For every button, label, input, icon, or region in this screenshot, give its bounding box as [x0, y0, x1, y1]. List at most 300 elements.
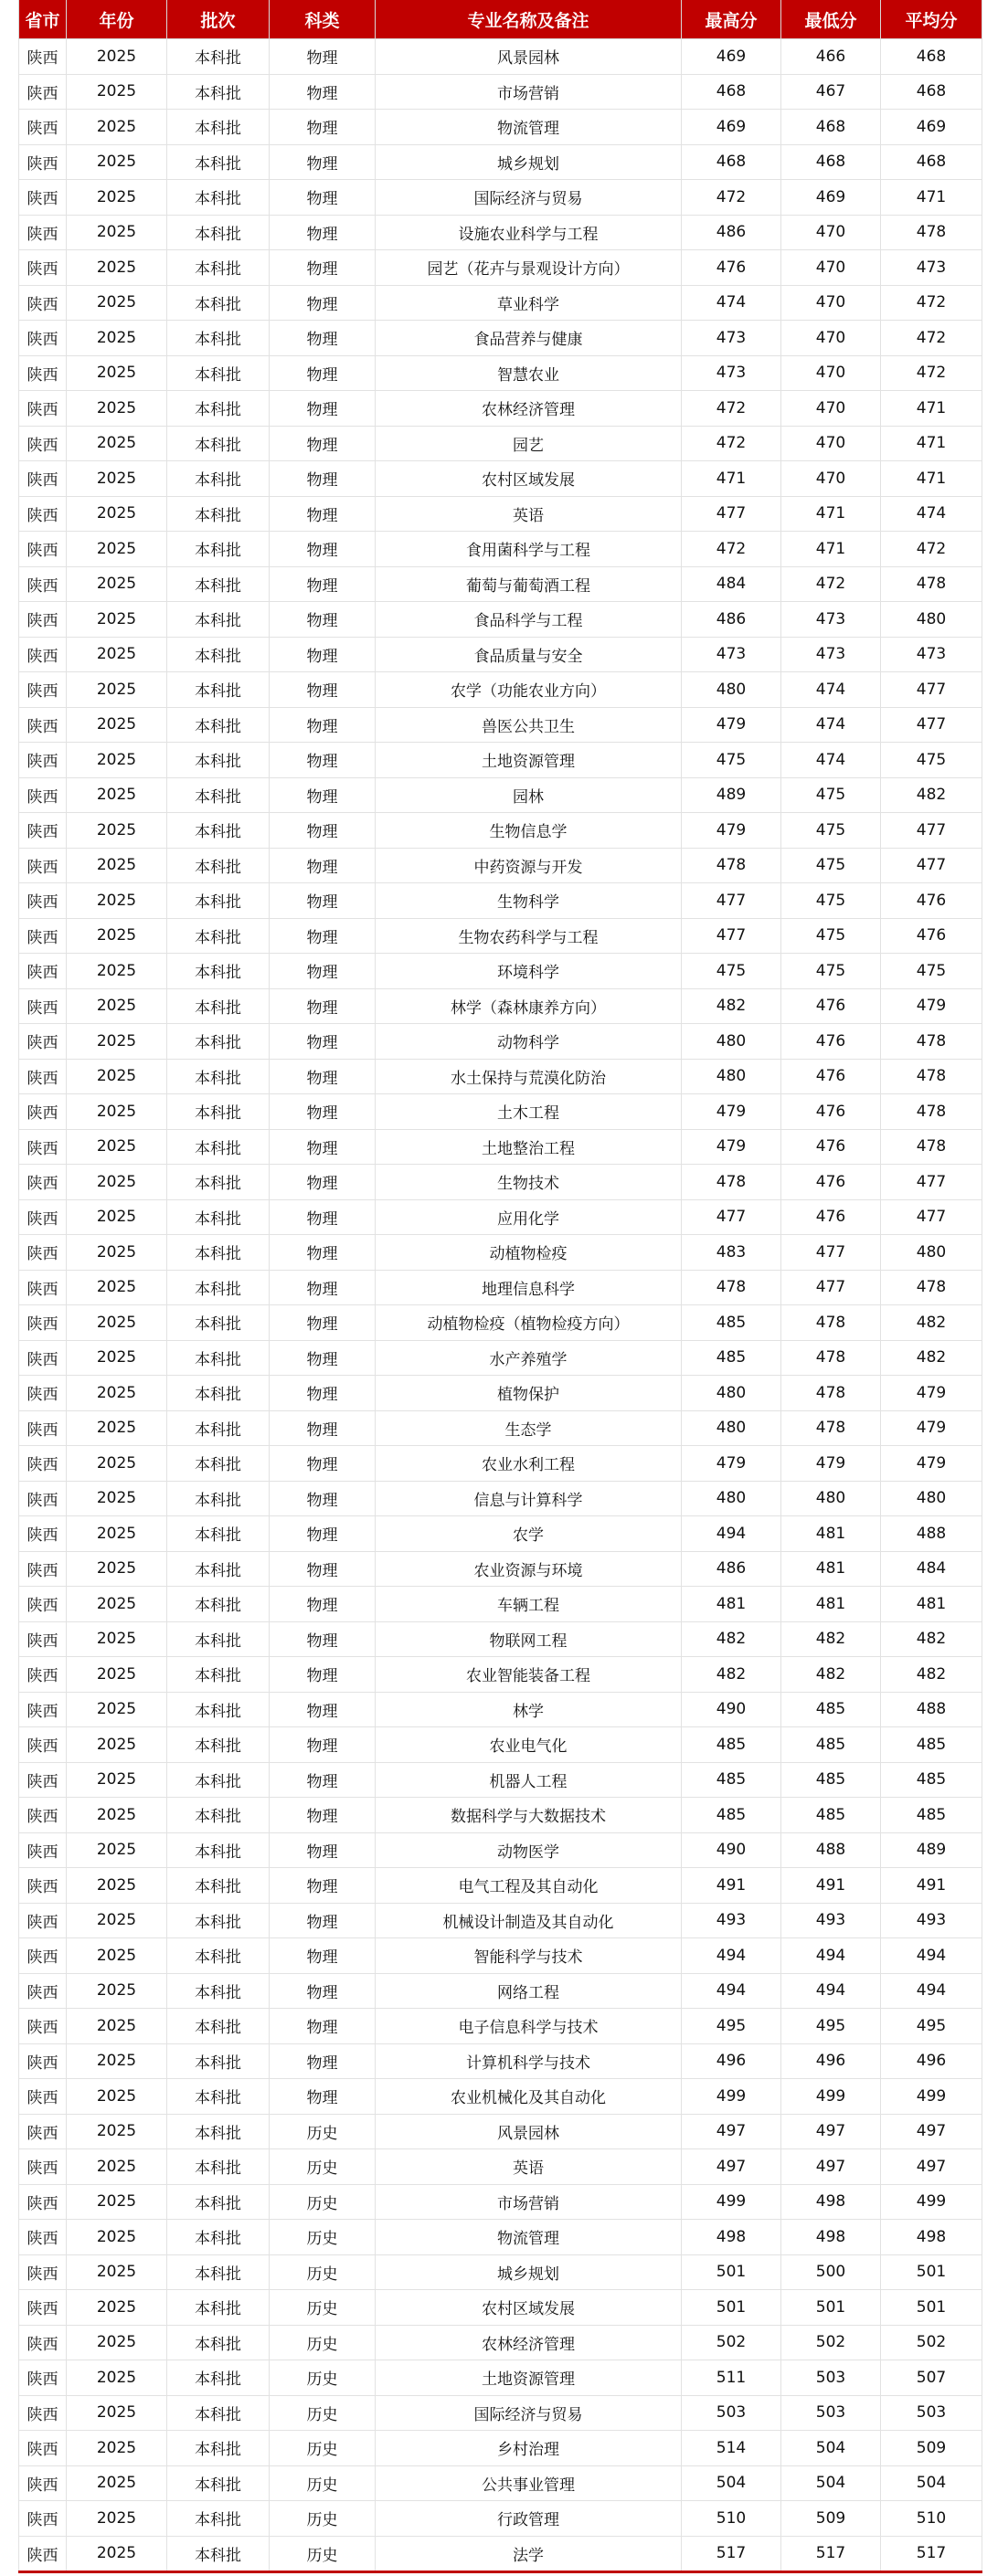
cell-avg-score: 472 — [881, 321, 982, 356]
table-row — [19, 74, 982, 110]
cell-year: 2025 — [67, 2220, 167, 2255]
cell-avg-score: 509 — [881, 2431, 982, 2466]
cell-min-score: 494 — [781, 1973, 881, 2009]
cell-min-score: 478 — [781, 1340, 881, 1376]
cell-subject: 物理 — [270, 988, 376, 1024]
cell-subject: 历史 — [270, 2536, 376, 2572]
cell-max-score: 478 — [682, 848, 781, 883]
cell-year: 2025 — [67, 355, 167, 391]
cell-batch: 本科批 — [167, 1798, 270, 1833]
cell-province: 陕西 — [19, 777, 67, 813]
cell-year: 2025 — [67, 2009, 167, 2044]
table-row — [19, 1551, 982, 1587]
cell-avg-score: 496 — [881, 2043, 982, 2079]
cell-avg-score: 480 — [881, 1481, 982, 1516]
cell-min-score: 503 — [781, 2360, 881, 2396]
table-row — [19, 144, 982, 180]
cell-province: 陕西 — [19, 1762, 67, 1798]
cell-province: 陕西 — [19, 672, 67, 708]
cell-max-score: 504 — [682, 2465, 781, 2501]
cell-min-score: 480 — [781, 1481, 881, 1516]
cell-subject: 历史 — [270, 2184, 376, 2220]
cell-major: 动物医学 — [376, 1832, 682, 1868]
cell-major: 物流管理 — [376, 2220, 682, 2255]
table-row — [19, 1762, 982, 1798]
cell-subject: 物理 — [270, 285, 376, 321]
cell-avg-score: 510 — [881, 2501, 982, 2537]
cell-year: 2025 — [67, 1587, 167, 1622]
cell-province: 陕西 — [19, 1129, 67, 1165]
cell-min-score: 478 — [781, 1376, 881, 1411]
cell-subject: 物理 — [270, 1059, 376, 1094]
cell-subject: 物理 — [270, 1551, 376, 1587]
cell-province: 陕西 — [19, 1059, 67, 1094]
cell-avg-score: 478 — [881, 1270, 982, 1305]
cell-batch: 本科批 — [167, 954, 270, 989]
cell-min-score: 470 — [781, 355, 881, 391]
cell-max-score: 517 — [682, 2536, 781, 2572]
cell-province: 陕西 — [19, 566, 67, 602]
cell-year: 2025 — [67, 2114, 167, 2149]
cell-major: 农学 — [376, 1516, 682, 1552]
table-row — [19, 1165, 982, 1200]
cell-subject: 物理 — [270, 426, 376, 461]
header-subject: 科类 — [270, 0, 376, 39]
cell-min-score: 470 — [781, 321, 881, 356]
cell-min-score: 494 — [781, 1938, 881, 1974]
cell-major: 公共事业管理 — [376, 2465, 682, 2501]
cell-max-score: 474 — [682, 285, 781, 321]
cell-max-score: 480 — [682, 672, 781, 708]
table-row — [19, 883, 982, 919]
cell-major: 风景园林 — [376, 2114, 682, 2149]
cell-avg-score: 507 — [881, 2360, 982, 2396]
cell-max-score: 479 — [682, 813, 781, 849]
cell-province: 陕西 — [19, 532, 67, 567]
cell-subject: 物理 — [270, 1727, 376, 1763]
table-row — [19, 426, 982, 461]
cell-avg-score: 471 — [881, 461, 982, 497]
cell-major: 地理信息科学 — [376, 1270, 682, 1305]
cell-major: 机械设计制造及其自动化 — [376, 1903, 682, 1938]
cell-avg-score: 480 — [881, 602, 982, 638]
cell-province: 陕西 — [19, 1903, 67, 1938]
cell-major: 智慧农业 — [376, 355, 682, 391]
cell-min-score: 470 — [781, 461, 881, 497]
cell-subject: 历史 — [270, 2220, 376, 2255]
cell-min-score: 476 — [781, 1094, 881, 1130]
cell-year: 2025 — [67, 74, 167, 110]
cell-max-score: 497 — [682, 2114, 781, 2149]
cell-major: 林学 — [376, 1692, 682, 1727]
cell-batch: 本科批 — [167, 144, 270, 180]
cell-batch: 本科批 — [167, 250, 270, 286]
cell-max-score: 480 — [682, 1059, 781, 1094]
table-row — [19, 2009, 982, 2044]
cell-min-score: 476 — [781, 1165, 881, 1200]
cell-subject: 历史 — [270, 2325, 376, 2360]
cell-max-score: 473 — [682, 321, 781, 356]
cell-min-score: 498 — [781, 2184, 881, 2220]
cell-province: 陕西 — [19, 1587, 67, 1622]
cell-year: 2025 — [67, 1481, 167, 1516]
cell-batch: 本科批 — [167, 1446, 270, 1482]
cell-min-score: 496 — [781, 2043, 881, 2079]
cell-min-score: 479 — [781, 1446, 881, 1482]
cell-avg-score: 499 — [881, 2079, 982, 2115]
cell-avg-score: 477 — [881, 672, 982, 708]
cell-subject: 历史 — [270, 2290, 376, 2326]
cell-year: 2025 — [67, 215, 167, 250]
cell-batch: 本科批 — [167, 1727, 270, 1763]
table-row — [19, 2431, 982, 2466]
cell-subject: 物理 — [270, 1199, 376, 1235]
cell-max-score: 479 — [682, 1129, 781, 1165]
cell-max-score: 468 — [682, 74, 781, 110]
cell-major: 植物保护 — [376, 1376, 682, 1411]
cell-avg-score: 477 — [881, 1199, 982, 1235]
cell-min-score: 485 — [781, 1762, 881, 1798]
table-row — [19, 918, 982, 954]
cell-province: 陕西 — [19, 2079, 67, 2115]
cell-min-score: 488 — [781, 1832, 881, 1868]
cell-avg-score: 503 — [881, 2395, 982, 2431]
cell-subject: 物理 — [270, 1094, 376, 1130]
cell-subject: 物理 — [270, 496, 376, 532]
cell-min-score: 503 — [781, 2395, 881, 2431]
cell-avg-score: 481 — [881, 1587, 982, 1622]
cell-province: 陕西 — [19, 1305, 67, 1341]
cell-avg-score: 478 — [881, 1024, 982, 1060]
cell-avg-score: 477 — [881, 848, 982, 883]
cell-major: 食用菌科学与工程 — [376, 532, 682, 567]
cell-max-score: 499 — [682, 2079, 781, 2115]
cell-subject: 物理 — [270, 1235, 376, 1271]
cell-min-score: 497 — [781, 2149, 881, 2185]
cell-avg-score: 494 — [881, 1938, 982, 1974]
cell-avg-score: 488 — [881, 1516, 982, 1552]
cell-batch: 本科批 — [167, 355, 270, 391]
cell-subject: 物理 — [270, 1762, 376, 1798]
cell-avg-score: 479 — [881, 1410, 982, 1446]
cell-min-score: 475 — [781, 813, 881, 849]
table-row — [19, 602, 982, 638]
header-min-score: 最低分 — [781, 0, 881, 39]
cell-avg-score: 476 — [881, 883, 982, 919]
cell-province: 陕西 — [19, 1551, 67, 1587]
cell-max-score: 476 — [682, 250, 781, 286]
cell-year: 2025 — [67, 180, 167, 216]
cell-major: 生物科学 — [376, 883, 682, 919]
cell-province: 陕西 — [19, 1270, 67, 1305]
table-row — [19, 2254, 982, 2290]
cell-major: 机器人工程 — [376, 1762, 682, 1798]
admission-score-table — [18, 0, 982, 2573]
cell-year: 2025 — [67, 1516, 167, 1552]
cell-province: 陕西 — [19, 2360, 67, 2396]
cell-major: 动植物检疫（植物检疫方向） — [376, 1305, 682, 1341]
cell-min-score: 474 — [781, 672, 881, 708]
cell-major: 国际经济与贸易 — [376, 2395, 682, 2431]
cell-major: 农林经济管理 — [376, 391, 682, 427]
cell-avg-score: 478 — [881, 1094, 982, 1130]
cell-max-score: 490 — [682, 1832, 781, 1868]
table-row — [19, 1868, 982, 1904]
cell-avg-score: 468 — [881, 74, 982, 110]
cell-batch: 本科批 — [167, 1938, 270, 1974]
cell-year: 2025 — [67, 1762, 167, 1798]
cell-subject: 物理 — [270, 813, 376, 849]
cell-year: 2025 — [67, 1340, 167, 1376]
cell-max-score: 496 — [682, 2043, 781, 2079]
table-row — [19, 2290, 982, 2326]
cell-year: 2025 — [67, 743, 167, 778]
cell-batch: 本科批 — [167, 1199, 270, 1235]
cell-batch: 本科批 — [167, 777, 270, 813]
cell-year: 2025 — [67, 848, 167, 883]
cell-min-score: 502 — [781, 2325, 881, 2360]
cell-major: 生物信息学 — [376, 813, 682, 849]
table-row — [19, 1340, 982, 1376]
cell-batch: 本科批 — [167, 110, 270, 145]
cell-province: 陕西 — [19, 918, 67, 954]
cell-year: 2025 — [67, 321, 167, 356]
cell-max-score: 472 — [682, 391, 781, 427]
cell-year: 2025 — [67, 954, 167, 989]
table-row — [19, 1481, 982, 1516]
cell-major: 农林经济管理 — [376, 2325, 682, 2360]
cell-major: 法学 — [376, 2536, 682, 2572]
cell-major: 智能科学与技术 — [376, 1938, 682, 1974]
cell-max-score: 469 — [682, 39, 781, 75]
cell-avg-score: 474 — [881, 496, 982, 532]
cell-min-score: 501 — [781, 2290, 881, 2326]
header-year: 年份 — [67, 0, 167, 39]
cell-batch: 本科批 — [167, 391, 270, 427]
cell-year: 2025 — [67, 1903, 167, 1938]
cell-major: 英语 — [376, 496, 682, 532]
cell-max-score: 486 — [682, 1551, 781, 1587]
cell-avg-score: 488 — [881, 1692, 982, 1727]
cell-avg-score: 478 — [881, 1129, 982, 1165]
cell-max-score: 479 — [682, 1446, 781, 1482]
cell-province: 陕西 — [19, 1657, 67, 1693]
cell-max-score: 480 — [682, 1024, 781, 1060]
cell-min-score: 491 — [781, 1868, 881, 1904]
cell-batch: 本科批 — [167, 461, 270, 497]
cell-batch: 本科批 — [167, 2431, 270, 2466]
cell-min-score: 504 — [781, 2465, 881, 2501]
cell-province: 陕西 — [19, 637, 67, 672]
cell-subject: 物理 — [270, 1938, 376, 1974]
cell-max-score: 485 — [682, 1340, 781, 1376]
cell-min-score: 470 — [781, 391, 881, 427]
cell-year: 2025 — [67, 2184, 167, 2220]
cell-major: 农学（功能农业方向） — [376, 672, 682, 708]
cell-province: 陕西 — [19, 2431, 67, 2466]
cell-subject: 物理 — [270, 1340, 376, 1376]
cell-min-score: 473 — [781, 602, 881, 638]
cell-subject: 物理 — [270, 2043, 376, 2079]
cell-year: 2025 — [67, 1129, 167, 1165]
table-row — [19, 461, 982, 497]
cell-year: 2025 — [67, 2254, 167, 2290]
cell-subject: 物理 — [270, 1798, 376, 1833]
cell-batch: 本科批 — [167, 2536, 270, 2572]
cell-max-score: 469 — [682, 110, 781, 145]
table-row — [19, 2325, 982, 2360]
cell-province: 陕西 — [19, 813, 67, 849]
cell-max-score: 472 — [682, 180, 781, 216]
cell-batch: 本科批 — [167, 215, 270, 250]
cell-province: 陕西 — [19, 2395, 67, 2431]
cell-major: 生物农药科学与工程 — [376, 918, 682, 954]
cell-subject: 物理 — [270, 883, 376, 919]
cell-subject: 物理 — [270, 215, 376, 250]
cell-year: 2025 — [67, 1973, 167, 2009]
cell-subject: 物理 — [270, 1587, 376, 1622]
cell-province: 陕西 — [19, 2290, 67, 2326]
cell-avg-score: 495 — [881, 2009, 982, 2044]
cell-major: 电气工程及其自动化 — [376, 1868, 682, 1904]
cell-province: 陕西 — [19, 1868, 67, 1904]
cell-avg-score: 479 — [881, 988, 982, 1024]
cell-year: 2025 — [67, 285, 167, 321]
table-row — [19, 1903, 982, 1938]
cell-year: 2025 — [67, 250, 167, 286]
cell-max-score: 479 — [682, 707, 781, 743]
cell-avg-score: 485 — [881, 1762, 982, 1798]
cell-subject: 物理 — [270, 1165, 376, 1200]
cell-year: 2025 — [67, 1446, 167, 1482]
cell-max-score: 473 — [682, 355, 781, 391]
cell-avg-score: 504 — [881, 2465, 982, 2501]
cell-batch: 本科批 — [167, 2184, 270, 2220]
cell-province: 陕西 — [19, 988, 67, 1024]
cell-avg-score: 494 — [881, 1973, 982, 2009]
table-row — [19, 2395, 982, 2431]
cell-max-score: 478 — [682, 1165, 781, 1200]
cell-avg-score: 477 — [881, 1165, 982, 1200]
cell-province: 陕西 — [19, 2325, 67, 2360]
cell-year: 2025 — [67, 2043, 167, 2079]
cell-major: 土木工程 — [376, 1094, 682, 1130]
cell-min-score: 468 — [781, 110, 881, 145]
cell-major: 数据科学与大数据技术 — [376, 1798, 682, 1833]
cell-min-score: 476 — [781, 1059, 881, 1094]
cell-year: 2025 — [67, 1832, 167, 1868]
cell-max-score: 511 — [682, 2360, 781, 2396]
cell-max-score: 482 — [682, 1621, 781, 1657]
cell-subject: 物理 — [270, 672, 376, 708]
cell-min-score: 467 — [781, 74, 881, 110]
cell-province: 陕西 — [19, 1340, 67, 1376]
cell-batch: 本科批 — [167, 1762, 270, 1798]
cell-min-score: 478 — [781, 1410, 881, 1446]
cell-province: 陕西 — [19, 2220, 67, 2255]
cell-province: 陕西 — [19, 1516, 67, 1552]
cell-major: 市场营销 — [376, 2184, 682, 2220]
cell-subject: 物理 — [270, 144, 376, 180]
table-row — [19, 672, 982, 708]
table-row — [19, 215, 982, 250]
cell-max-score: 477 — [682, 918, 781, 954]
cell-avg-score: 501 — [881, 2290, 982, 2326]
table-row — [19, 355, 982, 391]
cell-subject: 物理 — [270, 74, 376, 110]
cell-batch: 本科批 — [167, 813, 270, 849]
cell-province: 陕西 — [19, 461, 67, 497]
cell-province: 陕西 — [19, 321, 67, 356]
cell-subject: 物理 — [270, 1516, 376, 1552]
cell-avg-score: 497 — [881, 2149, 982, 2185]
table-row — [19, 637, 982, 672]
cell-avg-score: 473 — [881, 637, 982, 672]
cell-subject: 物理 — [270, 1973, 376, 2009]
cell-subject: 物理 — [270, 1832, 376, 1868]
cell-avg-score: 517 — [881, 2536, 982, 2572]
table-row — [19, 2149, 982, 2185]
cell-batch: 本科批 — [167, 1165, 270, 1200]
cell-province: 陕西 — [19, 355, 67, 391]
cell-province: 陕西 — [19, 848, 67, 883]
cell-year: 2025 — [67, 707, 167, 743]
cell-avg-score: 498 — [881, 2220, 982, 2255]
cell-subject: 物理 — [270, 532, 376, 567]
cell-province: 陕西 — [19, 707, 67, 743]
cell-avg-score: 468 — [881, 144, 982, 180]
cell-max-score: 482 — [682, 988, 781, 1024]
cell-province: 陕西 — [19, 2254, 67, 2290]
cell-year: 2025 — [67, 777, 167, 813]
header-batch: 批次 — [167, 0, 270, 39]
cell-subject: 物理 — [270, 1481, 376, 1516]
cell-avg-score: 475 — [881, 954, 982, 989]
cell-max-score: 485 — [682, 1727, 781, 1763]
cell-max-score: 478 — [682, 1270, 781, 1305]
cell-year: 2025 — [67, 496, 167, 532]
cell-avg-score: 479 — [881, 1446, 982, 1482]
cell-min-score: 478 — [781, 1305, 881, 1341]
cell-min-score: 482 — [781, 1657, 881, 1693]
cell-subject: 历史 — [270, 2149, 376, 2185]
cell-major: 土地整治工程 — [376, 1129, 682, 1165]
cell-min-score: 475 — [781, 777, 881, 813]
cell-major: 食品质量与安全 — [376, 637, 682, 672]
cell-major: 生态学 — [376, 1410, 682, 1446]
cell-year: 2025 — [67, 391, 167, 427]
cell-year: 2025 — [67, 1868, 167, 1904]
cell-batch: 本科批 — [167, 1587, 270, 1622]
cell-year: 2025 — [67, 1410, 167, 1446]
cell-year: 2025 — [67, 672, 167, 708]
cell-major: 物联网工程 — [376, 1621, 682, 1657]
cell-province: 陕西 — [19, 2043, 67, 2079]
cell-province: 陕西 — [19, 1165, 67, 1200]
table-row — [19, 566, 982, 602]
cell-province: 陕西 — [19, 426, 67, 461]
header-province: 省市 — [19, 0, 67, 39]
cell-avg-score: 502 — [881, 2325, 982, 2360]
cell-year: 2025 — [67, 1305, 167, 1341]
cell-avg-score: 476 — [881, 918, 982, 954]
table-row — [19, 2079, 982, 2115]
cell-province: 陕西 — [19, 110, 67, 145]
cell-batch: 本科批 — [167, 532, 270, 567]
header-avg-score: 平均分 — [881, 0, 982, 39]
cell-year: 2025 — [67, 1621, 167, 1657]
cell-major: 兽医公共卫生 — [376, 707, 682, 743]
